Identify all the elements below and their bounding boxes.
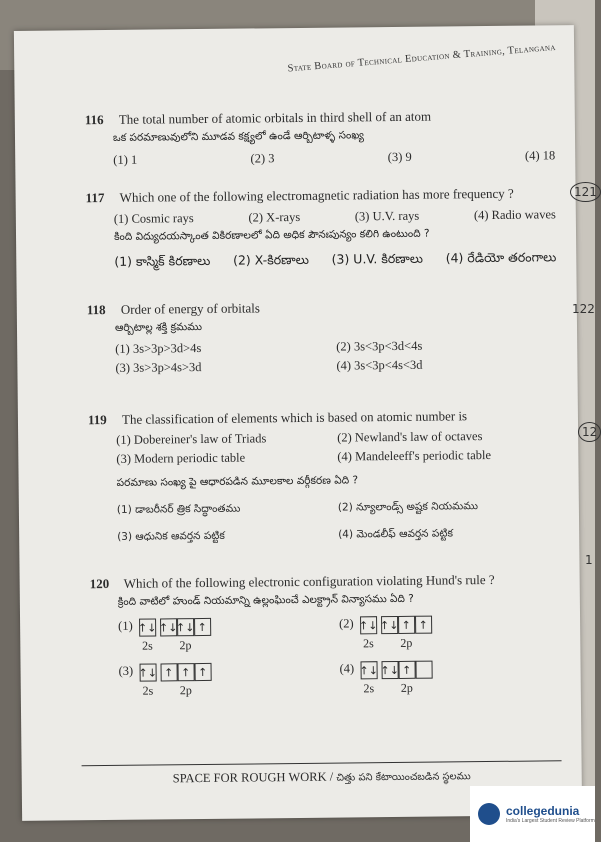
p-box: ↑ [160,663,177,681]
question-118 [87,297,558,376]
orbital-label: 2s [363,681,375,696]
options-telugu [114,249,556,273]
exam-sheet [14,25,582,821]
orbital-2p [381,616,432,652]
config-option-1[interactable] [118,617,339,654]
question-text-telugu: క్రింది వాటిలో హుండ్ నియమాన్ని ఉల్లంఘించే ఎలక్ట్రాన్ విన్యాసము ఏది ? [117,592,414,608]
p-box: ↑ [415,616,432,634]
option-1-telugu[interactable]: (1) డాబరీనర్ త్రిక సిద్ధాంతము [116,502,241,516]
option-2-telugu[interactable]: (2) X-కిరణాలు [232,251,309,268]
orbital-label: 2p [179,683,192,698]
orbital-label: 2p [179,638,192,653]
s-box: ↑↓ [360,616,377,634]
orbital-2s [139,663,156,698]
option-2[interactable]: (2) 3s<3p<3d<4s [336,338,423,354]
p-box: ↑↓ [381,616,398,634]
question-117 [86,185,557,273]
option-4[interactable]: (4) 3s<3p<4s<3d [336,357,423,373]
question-116 [85,107,556,168]
config-label: (3) [118,663,134,678]
question-number: 116 [84,112,104,128]
p-box: ↑↓ [381,661,398,679]
option-1[interactable]: (1) 3s>3p>3d>4s [115,341,202,356]
p-box: ↑ [398,661,415,679]
option-3[interactable]: (3) Modern periodic table [116,450,246,466]
option-3[interactable]: (3) 9 [387,149,412,165]
question-text: Which one of the following electromagnetic radiation has more frequency ? [119,185,514,205]
option-4[interactable]: (4) Mandeleeff's periodic table [337,447,492,464]
orbital-label: 2p [400,635,413,650]
question-text: Which of the following electronic configuration violating Hund's rule ? [123,571,495,591]
question-number: 120 [89,575,110,592]
orbital-2s [360,616,377,651]
side-mark-12: 12 [578,422,601,442]
option-1[interactable]: (1) 1 [113,152,138,167]
options [114,207,556,227]
options [113,148,555,168]
config-label: (2) [339,616,354,631]
option-4-telugu[interactable]: (4) రేడియో తరంగాలు [445,249,557,266]
logo-icon [478,803,500,825]
option-3[interactable]: (3) U.V. rays [354,208,420,224]
p-box: ↑ [177,663,194,681]
question-number: 117 [85,190,105,206]
p-box: ↑ [194,663,211,681]
orbital-label: 2p [400,680,413,695]
rough-work-label: SPACE FOR ROUGH WORK [172,769,327,786]
question-text: Order of energy of orbitals [120,300,260,317]
config-option-2[interactable] [339,614,560,651]
p-box: ↑ [194,618,211,636]
side-mark-1: 1 [585,553,593,567]
option-4[interactable]: (4) Radio waves [473,207,556,223]
config-option-3[interactable] [119,662,340,699]
option-1-telugu[interactable]: (1) కాస్మిక్ కిరణాలు [114,252,211,269]
orbital-label: 2s [362,636,374,651]
p-box: ↑ [398,616,415,634]
option-3-telugu[interactable]: (3) ఆధునిక ఆవర్తన పట్టిక [117,529,225,543]
option-4[interactable]: (4) 18 [524,148,556,163]
logo-tagline: India's Largest Student Review Platform [506,818,595,824]
side-mark-121: 121 [570,182,601,202]
question-number: 118 [86,302,106,318]
options-telugu [117,499,559,546]
option-2[interactable]: (2) 3 [250,151,275,166]
s-box: ↑↓ [139,619,156,637]
orbital-2p [160,663,211,699]
orbital-2p [160,618,211,654]
p-box: ↑↓ [160,618,177,636]
question-119 [88,407,559,546]
options [116,428,558,467]
logo-name: collegedunia [506,804,580,818]
p-box: ↑↓ [177,618,194,636]
s-box: ↑↓ [139,663,156,681]
question-text-telugu: పరమాణు సంఖ్య పై ఆధారపడిన మూలకాల వర్గీకరణ ఏది ? [116,474,359,489]
question-text: The total number of atomic orbitals in third shell of an atom [118,108,432,127]
option-3-telugu[interactable]: (3) U.V. కిరణాలు [331,250,424,267]
orbital-2p [381,661,432,697]
config-option-4[interactable] [340,659,561,696]
config-label: (4) [339,661,355,676]
orbital-label: 2s [142,683,154,698]
collegedunia-logo [470,786,595,842]
question-number: 119 [87,412,107,428]
orbital-2s [139,619,156,654]
orbital-2s [360,661,377,696]
side-mark-122: 122 [572,302,595,316]
option-1[interactable]: (1) Cosmic rays [113,211,194,226]
option-2[interactable]: (2) X-rays [248,209,301,225]
orbital-label: 2s [141,638,153,653]
option-4-telugu[interactable]: (4) మెండలీఫ్ ఆవర్తన పట్టిక [338,527,453,541]
option-3[interactable]: (3) 3s>3p>4s>3d [115,360,202,375]
configuration-options [118,614,561,699]
question-text-telugu: ఆర్బిటాల్ల శక్తి క్రమము [114,321,202,334]
board-header: State Board of Technical Education & Training, Telangana [287,41,557,75]
rough-work-footer: SPACE FOR ROUGH WORK / చిత్తు పని కేటాయించబడిన స్థలము [82,760,562,788]
question-120 [90,571,561,699]
s-box: ↑↓ [360,661,377,679]
option-2[interactable]: (2) Newland's law of octaves [337,429,483,445]
question-text: The classification of elements which is based on atomic number is [121,408,468,427]
question-text-telugu: ఒక పరమాణువులోని మూడవ కక్ష్యలో ఉండే ఆర్బిటాళ్ళ సంఖ్య [112,129,365,144]
option-2-telugu[interactable]: (2) న్యూలాండ్స్ అష్టక నియమము [337,500,479,514]
option-1[interactable]: (1) Dobereiner's law of Triads [116,431,267,447]
config-label: (1) [118,618,133,633]
question-text-telugu: కింది విద్యుదయస్కాంత వికిరణాలలో ఏది అధిక పౌనఃపున్యం కలిగి ఉంటుంది ? [113,227,430,243]
p-box [415,661,432,679]
rough-work-label-telugu: చిత్తు పని కేటాయించబడిన స్థలము [336,771,471,784]
options [115,337,557,376]
